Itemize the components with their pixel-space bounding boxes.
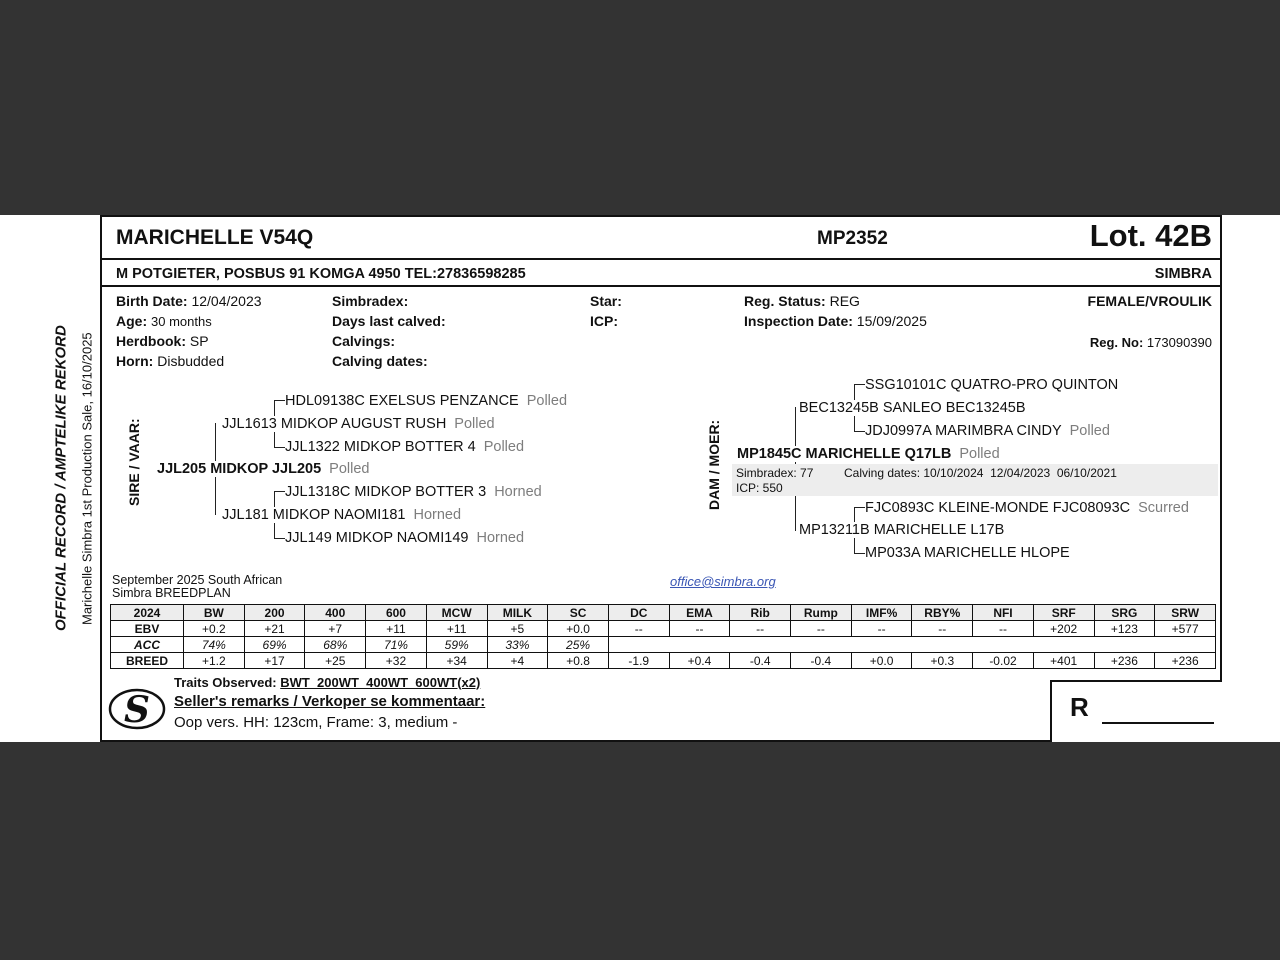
dam-calving-dates: Calving dates: 10/10/2024 12/04/2023 06/10/2021 [844, 466, 1117, 480]
reg-no-field [1090, 335, 1212, 350]
horn-status: Polled [526, 393, 568, 409]
traits-value: BWT 200WT 400WT 600WT(x2) [280, 675, 481, 690]
ebv-cell: +32 [366, 653, 427, 669]
pedigree-node-dam-sire-dam [865, 423, 1110, 439]
sale-vertical-text [76, 215, 98, 742]
icp-field [590, 313, 618, 329]
ebv-cell: +236 [1094, 653, 1155, 669]
ebv-column-header: IMF% [851, 605, 912, 621]
ebv-cell: -- [973, 621, 1034, 637]
price-blank-line [1102, 722, 1214, 724]
horn-status: Polled [483, 439, 525, 455]
ebv-cell: +7 [305, 621, 366, 637]
ebv-column-header: NFI [973, 605, 1034, 621]
ebv-cell: -- [608, 621, 669, 637]
animal-name: FJC0893C KLEINE-MONDE FJC08093C [865, 500, 1131, 516]
sire-label-text: SIRE / VAAR: [126, 418, 142, 506]
reg-status-field [744, 293, 860, 309]
reg-no-value: 173090390 [1146, 335, 1212, 350]
calving-dates-field [332, 353, 428, 369]
ebv-cell: +25 [305, 653, 366, 669]
ebv-column-header: BW [184, 605, 245, 621]
breedplan-line1: September 2025 South African [112, 573, 283, 587]
horn-value: Disbudded [157, 353, 225, 369]
card-header [102, 217, 1220, 260]
sex-value: FEMALE/VROULIK [1087, 293, 1212, 309]
horn-status: Scurred [1138, 500, 1189, 516]
pedigree-node-dam-dam-sire [865, 500, 1189, 516]
ebv-cell: +0.0 [548, 621, 609, 637]
animal-name-title: MARICHELLE V54Q [116, 226, 314, 249]
ebv-cell: +0.2 [184, 621, 245, 637]
ebv-cell: 69% [244, 637, 305, 653]
lot-number: Lot. 42B [1089, 218, 1212, 253]
ebv-cell: +236 [1155, 653, 1216, 669]
animal-name: BEC13245B SANLEO BEC13245B [799, 400, 1026, 416]
birth-date-field [116, 293, 262, 309]
ebv-cell: 25% [548, 637, 609, 653]
ebv-cell: 33% [487, 637, 548, 653]
pedigree-node-dam-sire-sire [865, 377, 1126, 393]
horn-field [116, 353, 224, 369]
ebv-column-header: SC [548, 605, 609, 621]
ebv-cell [608, 637, 1215, 653]
ebv-row-label: BREED [111, 653, 184, 669]
pedigree-node-dam-sire [799, 400, 1040, 416]
animal-name: JJL1318C MIDKOP BOTTER 3 [285, 484, 487, 500]
ebv-table-row [111, 621, 1216, 637]
star-label: Star: [590, 293, 622, 309]
ebv-column-header: 600 [366, 605, 427, 621]
calvings-field [332, 333, 395, 349]
dam-simbradex: Simbradex: 77 [736, 466, 814, 480]
pedigree-node-dam [737, 446, 1006, 462]
animal-name: JJL1613 MIDKOP AUGUST RUSH [222, 416, 447, 432]
animal-code: MP2352 [817, 228, 888, 249]
ebv-cell: +17 [244, 653, 305, 669]
sale-label: Marichelle Simbra 1st Production Sale, 16/10/2025 [79, 332, 95, 625]
herdbook-value: SP [189, 333, 209, 349]
ebv-cell: 74% [184, 637, 245, 653]
horn-status: Polled [959, 446, 1000, 462]
pedigree-line [274, 491, 285, 492]
ebv-cell: +577 [1155, 621, 1216, 637]
official-record-vertical-text [46, 215, 76, 742]
reg-no-label: Reg. No: [1089, 335, 1144, 350]
seller-remarks-text: Oop vers. HH: 123cm, Frame: 3, medium - [174, 714, 458, 731]
herdbook-label: Herdbook: [116, 333, 186, 349]
animal-name: MP033A MARICHELLE HLOPE [865, 545, 1070, 561]
herdbook-field [116, 333, 209, 349]
inspection-date-label: Inspection Date: [744, 313, 853, 329]
birth-date-label: Birth Date: [116, 293, 188, 309]
dam-details-box [732, 464, 1218, 496]
ebv-column-header: MILK [487, 605, 548, 621]
animal-name: MP13211B MARICHELLE L17B [799, 522, 1005, 538]
reg-status-label: Reg. Status: [744, 293, 826, 309]
pedigree-line [854, 431, 865, 432]
age-field [116, 313, 212, 329]
age-label: Age: [116, 313, 148, 329]
ebv-column-header: Rib [730, 605, 791, 621]
ebv-table-row [111, 653, 1216, 669]
animal-name: JJL181 MIDKOP NAOMI181 [222, 507, 406, 523]
pedigree-line [854, 507, 865, 508]
ebv-column-header: DC [608, 605, 669, 621]
inspection-date-value: 15/09/2025 [856, 313, 927, 329]
horn-label: Horn: [116, 353, 154, 369]
ebv-table [110, 604, 1216, 669]
ebv-column-header: MCW [426, 605, 487, 621]
pedigree-node-sire-dam [222, 507, 467, 523]
official-record-label: OFFICIAL RECORD / AMPTELIKE REKORD [52, 325, 70, 632]
simbra-s-logo [106, 686, 168, 739]
pedigree-line [274, 400, 285, 401]
ebv-column-header: SRF [1033, 605, 1094, 621]
pedigree-node-sire [157, 461, 375, 477]
age-value: 30 months [151, 314, 212, 329]
ebv-cell: +11 [426, 621, 487, 637]
animal-name: SSG10101C QUATRO-PRO QUINTON [865, 377, 1119, 393]
ebv-cell: +34 [426, 653, 487, 669]
ebv-cell: 59% [426, 637, 487, 653]
svg-text:S: S [124, 689, 150, 731]
animal-name: JJL205 MIDKOP JJL205 [157, 461, 322, 477]
ebv-cell: +11 [366, 621, 427, 637]
ebv-cell: -- [791, 621, 852, 637]
pedigree-line [274, 538, 285, 539]
ebv-cell: +1.2 [184, 653, 245, 669]
horn-status: Horned [494, 484, 542, 500]
ebv-cell: -0.4 [791, 653, 852, 669]
ebv-cell: +0.4 [669, 653, 730, 669]
ebv-column-header: 200 [244, 605, 305, 621]
calvings-label: Calvings: [332, 333, 396, 349]
ebv-column-header: EMA [669, 605, 730, 621]
ebv-cell: +4 [487, 653, 548, 669]
ebv-column-header: SRW [1155, 605, 1216, 621]
simbradex-field [332, 293, 408, 309]
simbradex-label: Simbradex: [332, 293, 409, 309]
animal-name: JJL1322 MIDKOP BOTTER 4 [285, 439, 476, 455]
ebv-cell: +401 [1033, 653, 1094, 669]
reg-status-value: REG [829, 293, 860, 309]
price-currency-label: R [1070, 692, 1089, 722]
ebv-row-label: EBV [111, 621, 184, 637]
horn-status: Polled [329, 461, 370, 477]
ebv-cell: 71% [366, 637, 427, 653]
ebv-cell: +202 [1033, 621, 1094, 637]
animal-name: MP1845C MARICHELLE Q17LB [737, 446, 952, 462]
pedigree-node-sire-dam-dam [285, 530, 524, 546]
ebv-cell: -0.02 [973, 653, 1034, 669]
pedigree-line [274, 447, 285, 448]
horn-status: Horned [476, 530, 525, 546]
ebv-row-label: ACC [111, 637, 184, 653]
ebv-table-row [111, 637, 1216, 653]
email-link[interactable]: office@simbra.org [670, 574, 776, 589]
pedigree-line [854, 553, 865, 554]
ebv-column-header: 2024 [111, 605, 184, 621]
breedplan-line2: Simbra BREEDPLAN [112, 586, 231, 600]
ebv-cell: -- [851, 621, 912, 637]
birth-date-value: 12/04/2023 [191, 293, 262, 309]
days-last-calved-field [332, 313, 446, 329]
pedigree-node-sire-sire [222, 416, 501, 432]
calving-dates-label: Calving dates: [332, 353, 428, 369]
ebv-cell: -- [912, 621, 973, 637]
traits-label: Traits Observed: [174, 675, 281, 690]
horn-status: Polled [454, 416, 495, 432]
traits-observed [174, 675, 480, 690]
horn-status: Horned [413, 507, 462, 523]
icp-label: ICP: [590, 313, 618, 329]
breed-label: SIMBRA [1154, 266, 1212, 282]
ebv-cell: +123 [1094, 621, 1155, 637]
pedigree-node-sire-dam-sire [285, 484, 542, 500]
ebv-cell: +0.3 [912, 653, 973, 669]
ebv-column-header: 400 [305, 605, 366, 621]
animal-name: JJL149 MIDKOP NAOMI149 [285, 530, 469, 546]
price-box [1050, 680, 1222, 742]
dam-icp: ICP: 550 [736, 481, 783, 495]
seller-remarks-label: Seller's remarks / Verkoper se kommentaar: [174, 693, 486, 710]
ebv-column-header: Rump [791, 605, 852, 621]
star-field [590, 293, 622, 309]
ebv-cell: -- [730, 621, 791, 637]
ebv-cell: +0.0 [851, 653, 912, 669]
animal-record-card [100, 215, 1222, 742]
dam-label-text: DAM / MOER: [706, 419, 722, 510]
sex-field [1088, 293, 1212, 309]
pedigree-node-dam-dam [799, 522, 1018, 538]
ebv-column-header: SRG [1094, 605, 1155, 621]
sire-section-label [124, 397, 144, 527]
ebv-cell: -1.9 [608, 653, 669, 669]
pedigree-line [854, 384, 865, 385]
ebv-cell: -0.4 [730, 653, 791, 669]
inspection-date-field [744, 313, 927, 329]
days-last-calved-label: Days last calved: [332, 313, 446, 329]
ebv-cell: +0.8 [548, 653, 609, 669]
pedigree-node-dam-dam-dam [865, 545, 1078, 561]
animal-name: JDJ0997A MARIMBRA CINDY [865, 423, 1062, 439]
owner-contact: M POTGIETER, POSBUS 91 KOMGA 4950 TEL:27836598285 [116, 266, 526, 282]
ebv-cell: 68% [305, 637, 366, 653]
owner-row [102, 262, 1220, 287]
ebv-table-head [111, 605, 1216, 621]
dam-section-label [704, 397, 724, 532]
pedigree-node-sire-sire-dam [285, 439, 524, 455]
ebv-column-header: RBY% [912, 605, 973, 621]
animal-name: HDL09138C EXELSUS PENZANCE [285, 393, 519, 409]
ebv-cell: -- [669, 621, 730, 637]
ebv-cell: +21 [244, 621, 305, 637]
pedigree-node-sire-grandsire-sire [285, 393, 567, 409]
ebv-cell: +5 [487, 621, 548, 637]
horn-status: Polled [1069, 423, 1110, 439]
